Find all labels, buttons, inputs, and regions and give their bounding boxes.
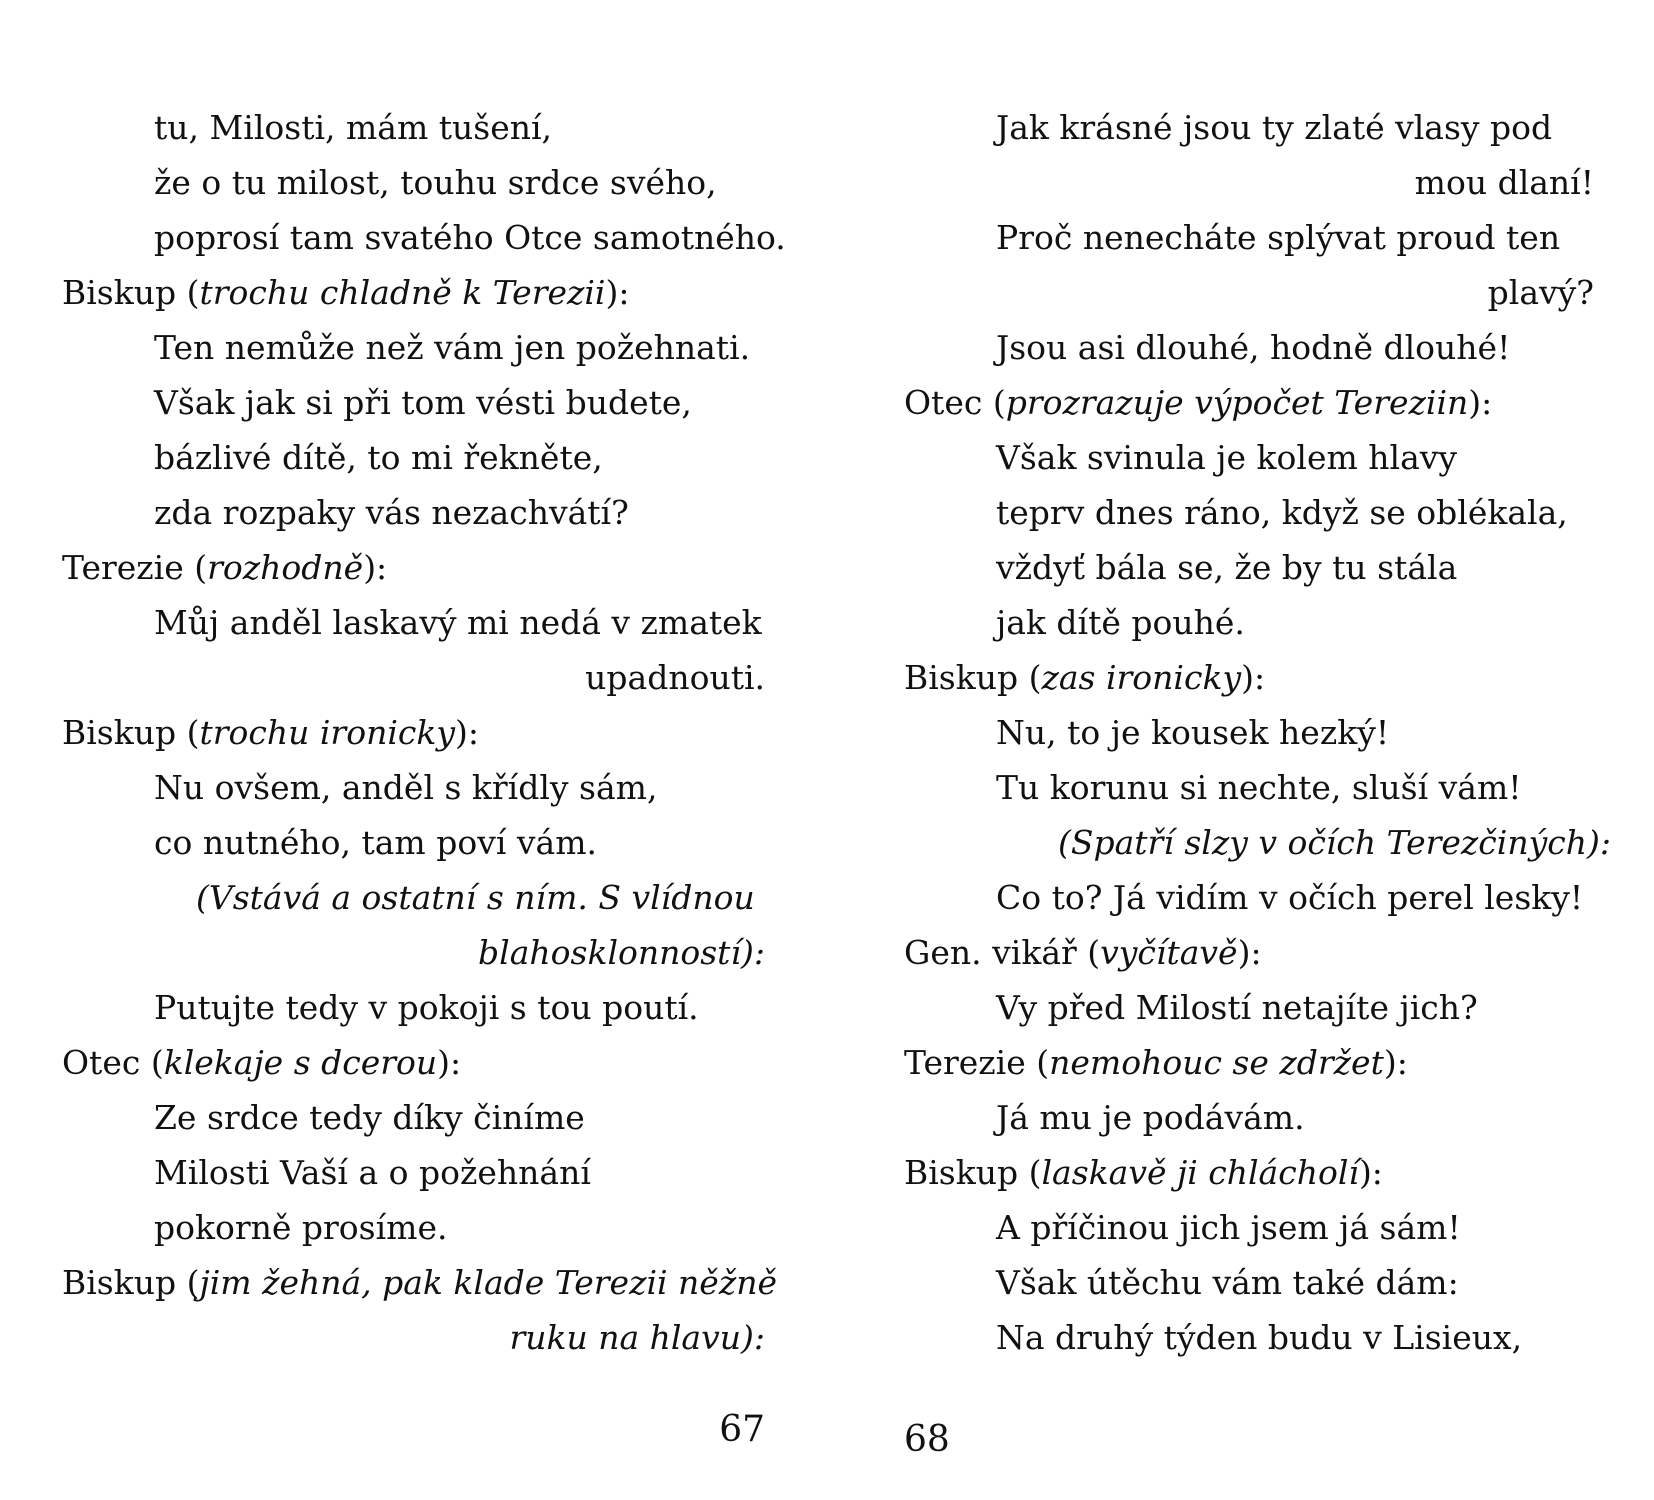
verse-line: Proč nenecháte splývat proud ten	[996, 218, 1561, 257]
speaker-line: Otec (klekaje s dcerou):	[62, 1043, 462, 1082]
verse-line: že o tu milost, touhu srdce svého,	[154, 163, 717, 202]
verse-line: vždyť bála se, že by tu stála	[996, 548, 1458, 587]
speaker-line: Biskup (jim žehná, pak klade Terezii něžně	[62, 1263, 778, 1302]
verse-line: Jak krásné jsou ty zlaté vlasy pod	[996, 108, 1553, 147]
verse-line: Však svinula je kolem hlavy	[996, 438, 1458, 477]
verse-line: zda rozpaky vás nezachvátí?	[154, 493, 629, 532]
stage-direction-continuation: ruku na hlavu):	[509, 1318, 765, 1357]
verse-line: A příčinou jich jsem já sám!	[996, 1208, 1461, 1247]
verse-line-continuation: upadnouti.	[585, 658, 765, 697]
stage-direction: (Spatří slzy v očích Terezčiných):	[1058, 823, 1611, 862]
stage-direction: (Vstává a ostatní s ním. S vlídnou	[196, 878, 755, 917]
verse-line: Nu ovšem, anděl s křídly sám,	[154, 768, 658, 807]
verse-line: co nutného, tam poví vám.	[154, 823, 597, 862]
speaker-line: Terezie (nemohouc se zdržet):	[904, 1043, 1408, 1082]
speaker-line: Terezie (rozhodně):	[62, 548, 388, 587]
verse-line: Ze srdce tedy díky činíme	[154, 1098, 585, 1137]
speaker-line: Biskup (zas ironicky):	[904, 658, 1266, 697]
speaker-line: Biskup (laskavě ji chlácholí):	[904, 1153, 1383, 1192]
verse-line-continuation: mou dlaní!	[1414, 163, 1594, 202]
verse-line: Jsou asi dlouhé, hodně dlouhé!	[996, 328, 1511, 367]
verse-line: Co to? Já vidím v očích perel lesky!	[996, 878, 1584, 917]
verse-line: tu, Milosti, mám tušení,	[154, 108, 553, 147]
speaker-line: Biskup (trochu ironicky):	[62, 713, 479, 752]
right-page	[827, 0, 1654, 1500]
verse-line: Ten nemůže než vám jen požehnati.	[154, 328, 751, 367]
speaker-line: Gen. vikář (vyčítavě):	[904, 933, 1262, 972]
verse-line: Nu, to je kousek hezký!	[996, 713, 1390, 752]
verse-line: Tu korunu si nechte, sluší vám!	[996, 768, 1522, 807]
verse-line: pokorně prosíme.	[154, 1208, 448, 1247]
page-number: 68	[904, 1419, 950, 1460]
verse-line: bázlivé dítě, to mi řekněte,	[154, 438, 603, 477]
verse-line: Milosti Vaší a o požehnání	[154, 1153, 591, 1192]
verse-line: teprv dnes ráno, když se oblékala,	[996, 493, 1568, 532]
verse-line: Na druhý týden budu v Lisieux,	[996, 1318, 1523, 1357]
verse-line: jak dítě pouhé.	[996, 603, 1245, 642]
verse-line: Putujte tedy v pokoji s tou poutí.	[154, 988, 699, 1027]
verse-line: Však jak si při tom vésti budete,	[154, 383, 692, 422]
speaker-line: Otec (prozrazuje výpočet Tereziin):	[904, 383, 1493, 422]
page-number: 67	[719, 1409, 765, 1450]
verse-line: poprosí tam svatého Otce samotného.	[154, 218, 786, 257]
stage-direction-continuation: blahosklonností):	[478, 933, 765, 972]
verse-line: Vy před Milostí netajíte jich?	[996, 988, 1478, 1027]
verse-line: Však útěchu vám také dám:	[996, 1263, 1459, 1302]
verse-line: Já mu je podávám.	[996, 1098, 1305, 1137]
verse-line: Můj anděl laskavý mi nedá v zmatek	[154, 603, 762, 642]
verse-line-continuation: plavý?	[1487, 273, 1594, 312]
speaker-line: Biskup (trochu chladně k Terezii):	[62, 273, 630, 312]
